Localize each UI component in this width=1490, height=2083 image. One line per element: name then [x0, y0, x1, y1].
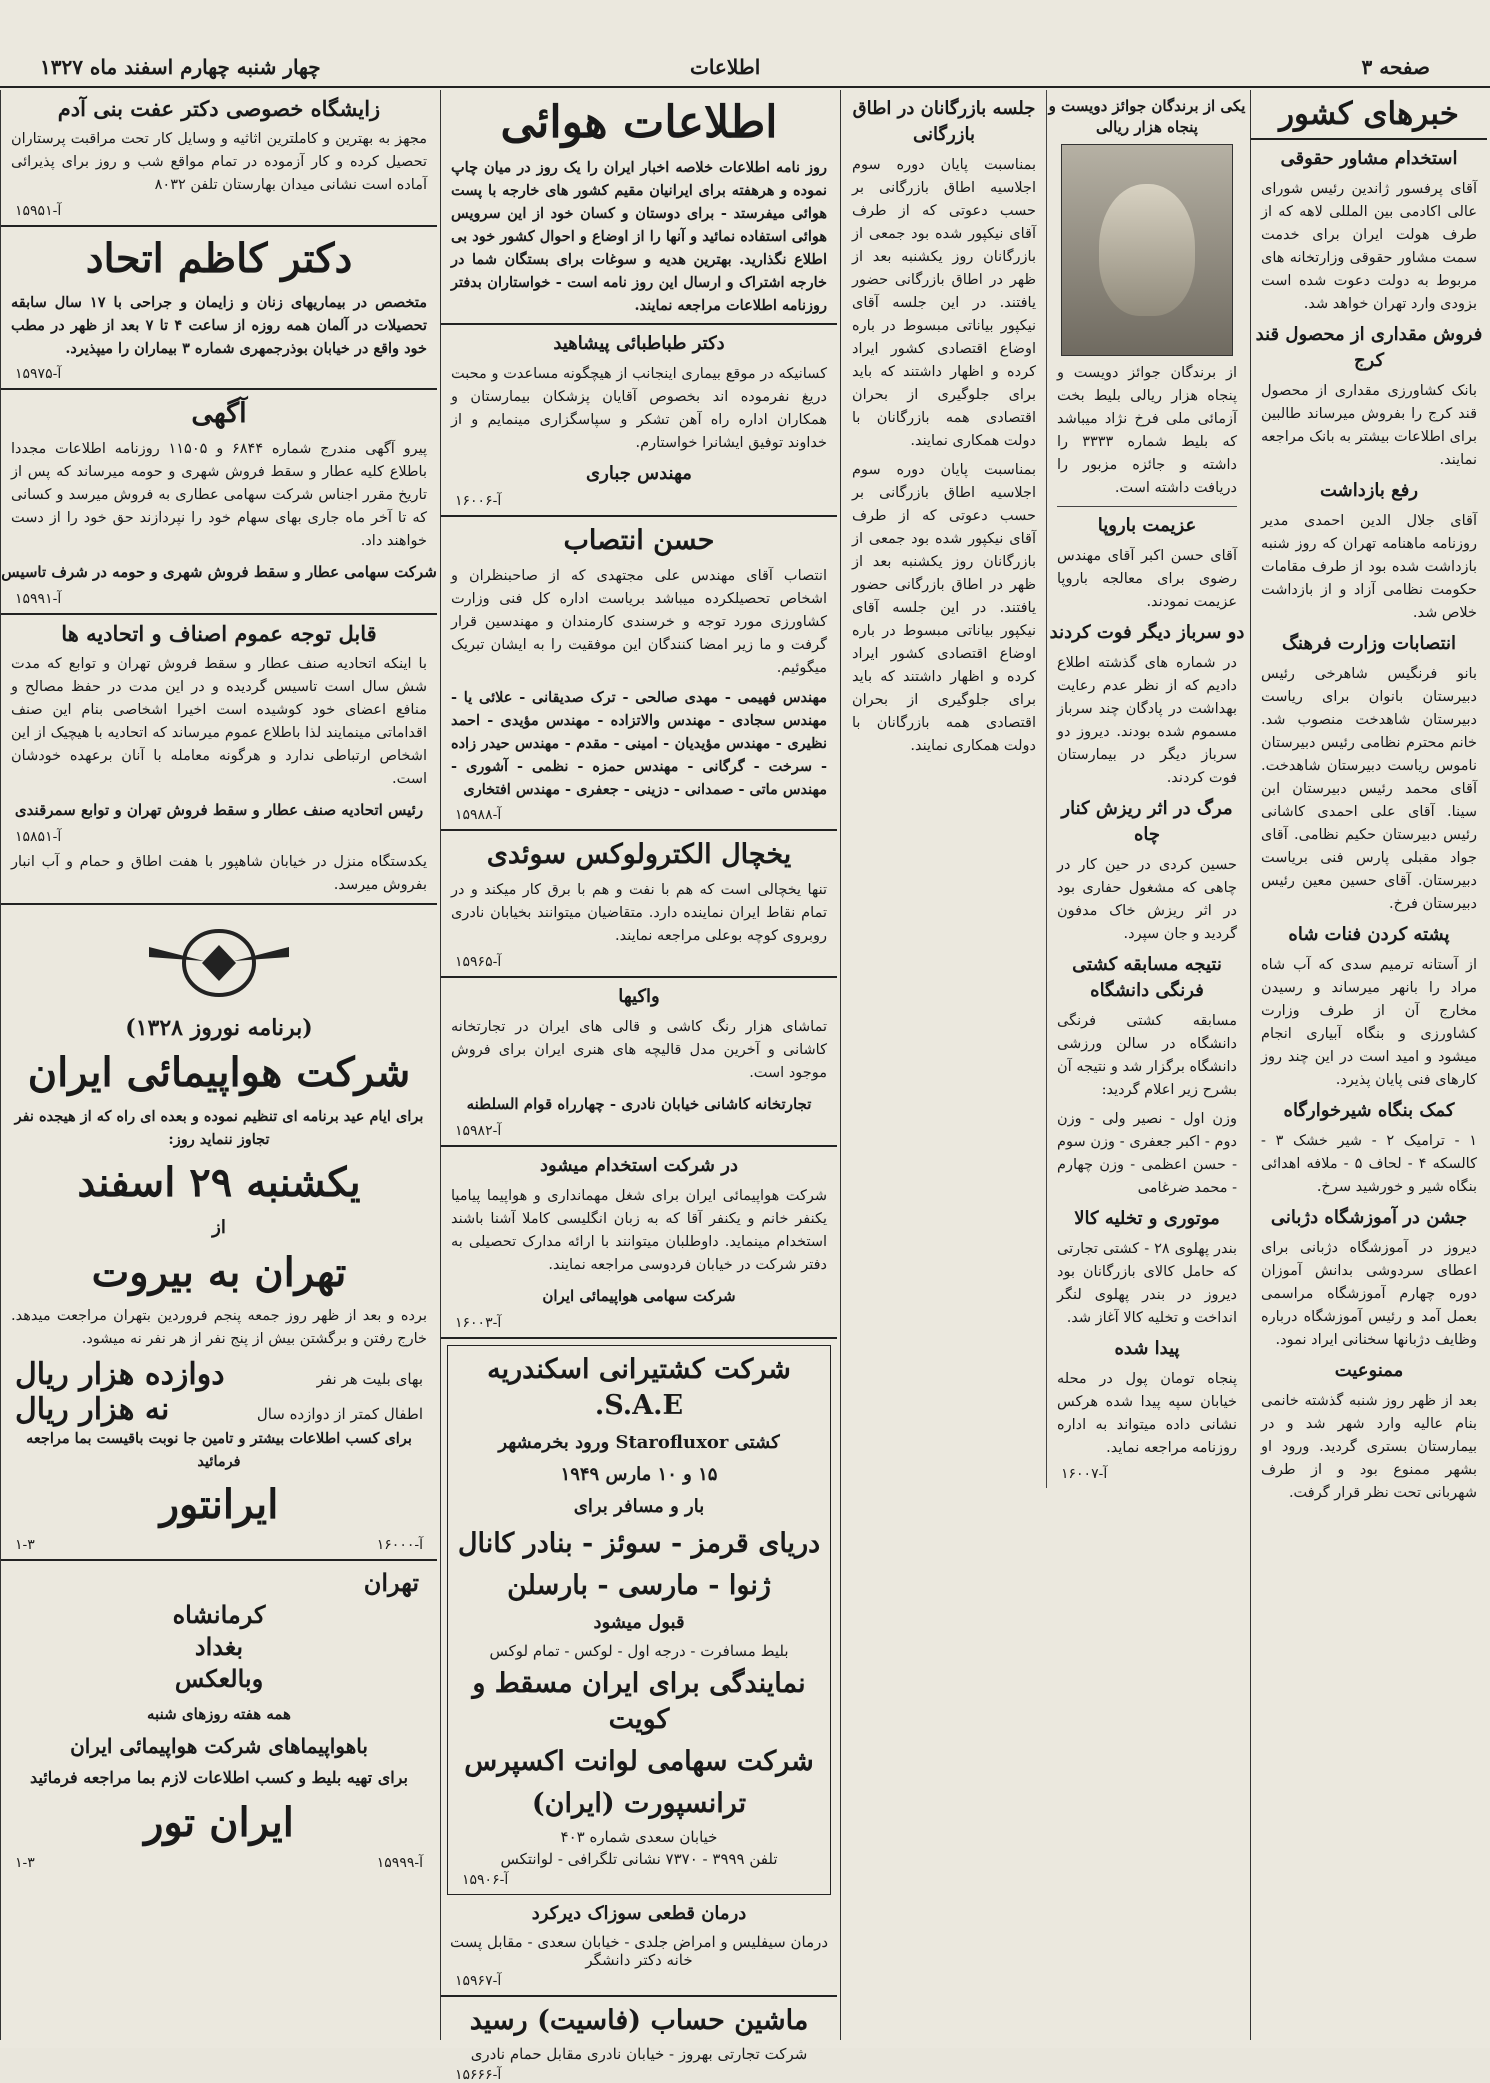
photo-block	[1047, 90, 1247, 1488]
carpet-address: تجارتخانه کاشانی خیابان نادری - چهارراه قوام السلطنه	[466, 1095, 812, 1113]
shipping-date: ۱۵ و ۱۰ مارس ۱۹۴۹	[560, 1464, 718, 1485]
news-heading: استخدام مشاور حقوقی	[1280, 148, 1458, 169]
appointment-title: حسن انتصاب	[563, 525, 715, 556]
airmail-text: روز نامه اطلاعات خلاصه اخبار ایران را یک روز در میان چاپ نموده و هرهفته برای ایرانیان مقیم کشور های خارجه با پست هوائی میفرستد - برای دوستان و کسان خود از این سرویس هوائی استفاده نمائید و آنها را از اوضاع و احوال کشور خود بی اطلاع نگذارید. بهترین هدیه و سوغات برای بستگان شما در خارجه اشتراک و ارسال این روز نامه است - خواستاران بدفتر روزنامه اطلاعات مراجعه نمایند.	[451, 159, 827, 314]
ad-code: آ-۱۵۹۷۵	[15, 366, 62, 382]
ad-code: آ-۱۶۰۰۰	[376, 1537, 423, 1553]
article-heading: پیدا شده	[1114, 1338, 1180, 1359]
news-text: از آستانه ترمیم سدی که آب شاه مراد را بانهر میرساند و رسیدن مخارج آن از طرف وزارت کشاورزی و بنگاه آبیاری انجام میشود و امید است در این چند روز کارهای فنی پایان پذیرد.	[1261, 957, 1477, 1088]
guild-signature: رئیس اتحادیه صنف عطار و سقط فروش تهران و توابع سمرقندی	[14, 801, 424, 819]
ad-code: آ-۱۶۰۰۷	[1061, 1466, 1108, 1482]
shipping-ad	[447, 1345, 831, 1895]
divider	[441, 515, 837, 517]
issue-date: چهار شنبه چهارم اسفند ماه ۱۳۲۷	[40, 55, 321, 79]
thanks-title: دکتر طباطبائی پیشاهید	[553, 333, 725, 354]
notice-title: آگهی	[191, 398, 247, 429]
shipping-company: شرکت سهامی لوانت اکسپرس	[464, 1746, 814, 1777]
page-number: صفحه ۳	[1361, 55, 1430, 79]
ad-code: آ-۱۵۹۵۱	[15, 203, 62, 219]
clinic-title: درمان قطعی سوزاک دیرکرد	[531, 1903, 747, 1924]
calculator-title: ماشین حساب (فاسیت) رسید	[469, 2005, 809, 2036]
thanks-signature: مهندس جباری	[586, 463, 692, 484]
ad-code: آ-۱۵۹۹۹	[376, 1855, 423, 1871]
divider	[441, 976, 837, 978]
flight-day: یکشنبه ۲۹ اسفند	[77, 1159, 361, 1206]
ads-column	[0, 90, 437, 2040]
ad-code: آ-۱۵۹۹۱	[15, 591, 62, 607]
job-signature: شرکت سهامی هواپیمائی ایران	[542, 1287, 736, 1305]
shipping-accept: قبول میشود	[593, 1612, 685, 1633]
business-column	[840, 90, 1247, 2040]
appointment-text: انتصاب آقای مهندس علی مجتهدی که از صاحبنظران و اشخاص تحصیلکرده میباشد بریاست اداره کل فنی وزارت کشاورزی مورد توجه و خرسندی کارمندان و مهندسین قرار گرفت و ما زیر امضا کنندگان این موفقیت را به ایشان تبریک میگوئیم.	[451, 568, 827, 676]
shipping-cargo: بار و مسافر برای	[573, 1496, 705, 1517]
airmail-column	[440, 90, 837, 2083]
divider	[1, 225, 437, 227]
divider	[1057, 506, 1237, 507]
clinic-text: درمان سیفلیس و امراض جلدی - خیابان سعدی - مقابل پست خانه دکتر دانشگر	[449, 1933, 829, 1969]
ad-code-row	[15, 1537, 423, 1553]
article-heading: مرگ در اثر ریزش کنار چاه	[1061, 798, 1233, 845]
divider	[441, 323, 837, 325]
article-text: حسین کردی در حین کار در چاهی که مشغول حفاری بود در اثر ریزش خاک مدفون گردید و جان سپرد.	[1057, 857, 1237, 942]
notice-signature: شرکت سهامی عطار و سقط فروش شهری و حومه در شرف تاسیس	[1, 563, 437, 581]
news-text: بانک کشاورزی مقداری از محصول قند کرج را بفروش میرساند طالبین برای اطلاعات بیشتر به بانک مراجعه نمایند.	[1261, 383, 1477, 468]
article-heading: دو سرباز دیگر فوت کردند	[1049, 622, 1245, 643]
divider	[441, 829, 837, 831]
ad-code: آ-۱۵۹۸۲	[455, 1123, 502, 1139]
article-text: آقای حسن اکبر آقای مهندس رضوی برای معالجه باروپا عزیمت نمودند.	[1057, 548, 1237, 610]
news-text: آقای جلال الدین احمدی مدیر روزنامه ماهنامه تهران که روز شنبه بازداشت شده بود از طرف مقامات حکومت نظامی آزاد و از بازداشت خلاص شد.	[1261, 513, 1477, 621]
fridge-text: تنها یخچالی است که هم با نفت و هم با برق کار میکند و در تمام نقاط ایران نماینده دارد. متقاضیان میتوانند بخیابان نادری روبروی کوچه بوعلی مراجعه نمایند.	[451, 882, 827, 944]
article-text: بمناسبت پایان دوره سوم اجلاسیه اطاق بازرگانی بر حسب دعوتی که از طرف آقای نیکپور شده بود جمعی از بازرگانان روز یکشنبه بعد از ظهر در اطاق بازرگانی حضور یافتند. در این جلسه آقای نیکپور بیاناتی مبسوط در باره اوضاع اقتصادی کشور ایراد کرده و اظهار داشتند که باید برای جلوگیری از بحران اقتصادی همه بازرگانان با دولت همکاری نمایند.	[852, 157, 1036, 449]
paper-name: اطلاعات	[690, 55, 761, 79]
news-title: خبرهای کشور	[1279, 96, 1459, 132]
appointment-names: مهندس فهیمی - مهدی صالحی - ترک صدیقانی - علائی یا - مهندس سجادی - مهندس والاتزاده - مهندس مؤیدی - احمد نظیری - مهندس مؤیدیان - امینی - مقدم - مهندس حیدر زاده - سرخت - گرگانی - مهندس حمزه - نظمی - آشوری - مهندس ماتی - صمدانی - دزینی - جعفری - مهندس افتخاری	[451, 689, 827, 798]
divider	[1251, 138, 1487, 140]
shipping-agent: نمایندگی برای ایران مسقط و کویت	[472, 1668, 806, 1735]
news-heading: پشته کردن فنات شاه	[1288, 924, 1450, 945]
destination-city: بغداد	[194, 1632, 244, 1661]
airline-title: شرکت هواپیمائی ایران	[27, 1049, 411, 1096]
news-text: آقای پرفسور ژاندین رئیس شورای عالی اکادمی بین المللی لاهه که از طرف هولت ایران برای خدمت سمت مشاور حقوقی وزارتخانه های مربوط به دولت دعوت شده است بزودی وارد تهران خواهد شد.	[1261, 181, 1477, 312]
doctor-title: دکتر کاظم اتحاد	[85, 235, 353, 282]
notice-text: پیرو آگهی مندرج شماره ۶۸۴۴ و ۱۱۵۰۵ روزنامه اطلاعات مجددا باطلاع کلیه عطار و سقط فروش شهری و حومه میرساند که پس از تاریخ مقرر اجناس شرکت سهامی عطاری به فروش میرسد و کسانی که تا آخر ماه جاری بهای سهام خود را نپردازند حق خود را از دست خواهند داد.	[11, 441, 427, 549]
schedule-text: همه هفته روزهای شنبه	[147, 1705, 291, 1723]
guild-text: با اینکه اتحادیه صنف عطار و سقط فروش تهران و توابع که مدت شش سال است تاسیس گردیده و در این مدت در حفظ مصالح و منافع اعضای خود کوشیده است اخیرا اشخاصی بنام این صنف اقداماتی مینمایند لذا باطلاع عموم میرساند که اتحادیه با هیچیک از این اشخاص ارتباطی ندارد و هرگونه معامله با آنان برعهده خودشان است.	[11, 656, 427, 787]
news-heading: انتصابات وزارت فرهنگ	[1281, 633, 1457, 654]
airline-wings-logo	[144, 917, 294, 1003]
ad-code: آ-۱۵۸۵۱	[15, 829, 62, 845]
divider	[1, 903, 437, 905]
news-heading: ممنوعیت	[1334, 1360, 1404, 1381]
shipping-classes: بلیط مسافرت - درجه اول - لوکس - تمام لوکس	[489, 1642, 789, 1660]
article-text: مسابقه کشتی فرنگی دانشگاه در سالن ورزشی دانشگاه برگزار شد و نتیجه آن بشرح زیر اعلام گردید:	[1057, 1013, 1237, 1098]
ticket-price-row	[15, 1357, 423, 1392]
news-text: بانو فرنگیس شاهرخی رئیس دبیرستان بانوان برای ریاست دبیرستان شاهدخت منصوب شد. خانم محترم نظامی رئیس دبیرستان ناموس ریاست دبیرستان شاهدخت. آقای محمد رئیس دبیرستان ابن سینا. آقای علی احمدی کاشانی رئیس دبیرستان حکیم نظامی. آقای جواد مقبلی پارس فنی بریاست دبیرستان. آقای حسین معین رئیس دبیرستان فرخ.	[1261, 666, 1477, 912]
ticket-price: دوازده هزار ریال	[15, 1357, 225, 1392]
ad-code: آ-۱۵۹۸۸	[455, 807, 502, 823]
calculator-text: شرکت تجارتی بهروز - خیابان نادری مقابل حمام نادری	[470, 2045, 808, 2063]
ad-code: آ-۱۶۰۰۳	[455, 1315, 502, 1331]
portrait-photo	[1061, 144, 1233, 356]
article-heading: عزیمت باروپا	[1097, 515, 1197, 536]
job-text: شرکت هواپیمائی ایران برای شغل مهمانداری و هواپیما پیامیا یکنفر خانم و یکنفر آقا که به زبان انگلیسی کاملا آشنا باشند استخدام مینماید. داوطلبان میتوانند با ارائه مدارک تحصیلی به دفتر شرکت در خیابان فردوسی مراجعه نمایند.	[451, 1188, 827, 1273]
divider	[1, 388, 437, 390]
divider	[441, 1337, 837, 1339]
news-column	[1250, 90, 1487, 2040]
fridge-title: یخچال الکترولوکس سوئدی	[486, 839, 792, 870]
divider	[441, 1995, 837, 1997]
airline-text: برده و بعد از ظهر روز جمعه پنجم فروردین بتهران مراجعت میدهد. خارج رفتن و برگشتن بیش از پنج نفر از هر نفر نه میشود.	[11, 1308, 427, 1347]
photo-caption: یکی از برندگان جوائز دویست و پنجاه هزار ریالی	[1048, 97, 1246, 136]
news-text: بعد از ظهر روز شنبه گذشته خانمی بنام عالیه وارد شهر شد و در بیمارستان بستری گردید. ورود او بشهر ممنوع بود و از طرف شهربانی تحت نظر قرار گرفت.	[1261, 1393, 1477, 1501]
ad-code: آ-۱۵۶۶۶	[455, 2067, 502, 2083]
news-heading: کمک بنگاه شیرخوارگاه	[1283, 1100, 1455, 1121]
schedule-company: باهواپیماهای شرکت هواپیمائی ایران	[70, 1734, 368, 1758]
article-heading: جلسه بازرگانان در اطاق بازرگانی	[852, 98, 1036, 145]
divider	[1, 1559, 437, 1561]
photo-text: از برندگان جوائز دویست و پنجاه هزار ریالی بلیط بخت آزمائی ملی فرخ نژاد میباشد که بلیط شماره ۳۳۳۳ را داشته و جائزه مزبور را دریافت داشته است.	[1057, 365, 1238, 496]
article-heading: موتوری و تخلیه کالا	[1074, 1208, 1220, 1229]
divider	[1, 613, 437, 615]
news-text: ۱ - ترامیک ۲ - شیر خشک ۳ - کالسکه ۴ - لحاف ۵ - ملافه اهدائی بنگاه شیر و خورشید سرخ.	[1261, 1133, 1477, 1195]
shipping-phone: تلفن ۳۹۹۹ - ۷۳۷۰ نشانی تلگرافی - لوانتکس	[500, 1850, 778, 1868]
article-heading: نتیجه مسابقه کشتی فرنگی دانشگاه	[1072, 954, 1222, 1001]
ad-code: آ-۱۵۹۰۶	[462, 1872, 509, 1888]
news-text: دیروز در آموزشگاه دژبانی برای اعطای سردوشی بدانش آموزان دوره چهارم آموزشگاه مراسمی بعمل آمد و رئیس آموزشگاه درباره وظایف دژبانها سخنانی ایراد نمود.	[1261, 1240, 1477, 1348]
ad-code: آ-۱۵۹۶۷	[455, 1973, 502, 1989]
job-title: در شرکت استخدام میشود	[540, 1155, 738, 1176]
carpet-title: واکیها	[618, 986, 660, 1007]
child-price-row	[15, 1392, 423, 1427]
flight-route: تهران به بیروت	[91, 1249, 347, 1296]
agent-name: ایرانتور	[159, 1481, 279, 1528]
schedule-info: برای تهیه بلیط و کسب اطلاعات لازم بما مراجعه فرمائید	[30, 1768, 408, 1787]
news-heading: جشن در آموزشگاه دژبانی	[1270, 1207, 1468, 1228]
shipping-vessel: کشتی Starofluxor ورود بخرمشهر	[498, 1432, 780, 1453]
destination-city: وبالعکس	[174, 1664, 264, 1693]
airline-intro: برای ایام عید برنامه ای تنظیم نموده و بعده ای راه که از هیجده نفر تجاوز ننماید روز:	[14, 1108, 424, 1148]
destination-city: تهران	[363, 1568, 419, 1597]
guild-title: قابل توجه عموم اصناف و اتحادیه ها	[61, 621, 377, 646]
shipping-route: ژنوا - مارسی - بارسلن	[507, 1570, 771, 1601]
masthead-bar	[0, 0, 1490, 88]
airline-info: برای کسب اطلاعات بیشتر و تامین جا نوبت باقیست بما مراجعه فرمائید	[26, 1430, 412, 1470]
article-text: در شماره های گذشته اطلاع دادیم که از نظر عدم رعایت بهداشت در پادگان چند سرباز مسموم شده بودند. دیروز دو سرباز دیگر در بیمارستان فوت کردند.	[1057, 655, 1237, 786]
news-heading: فروش مقداری از محصول قند کرج	[1255, 324, 1483, 371]
child-price: نه هزار ریال	[15, 1392, 170, 1427]
portrait-figure	[1099, 184, 1195, 316]
ad-code-row	[15, 1855, 423, 1871]
agent-name: ایران تور	[144, 1799, 294, 1846]
program-label: (برنامه نوروز ۱۳۲۸)	[125, 1015, 313, 1041]
from-label: از	[212, 1217, 226, 1238]
ticket-price-label: بهای بلیت هر نفر	[316, 1370, 423, 1388]
ad-code: آ-۱۵۹۶۵	[455, 954, 502, 970]
child-price-label: اطفال کمتر از دوازده سال	[256, 1405, 423, 1423]
clinic-text: مجهز به بهترین و کاملترین اثاثیه و وسایل کار تحت مراقبت پرستاران تحصیل کرده و کار آزموده در تمام مواقع شب و روز برای پذیرائی آماده است نشانی میدان بهارستان تلفن ۸۰۳۲	[11, 131, 427, 193]
clinic-title: زایشگاه خصوصی دکتر عفت بنی آدم	[57, 96, 381, 121]
article-text: بندر پهلوی ۲۸ - کشتی تجارتی که حامل کالای بازرگانان بود دیروز در بندر پهلوی لنگر انداخت و تخلیه کالا آغاز شد.	[1057, 1241, 1237, 1326]
doctor-text: متخصص در بیماریهای زنان و زایمان و جراحی با ۱۷ سال سابقه تحصیلات در آلمان همه روزه از ساعت ۴ تا ۷ بعد از ظهر در مطب خود واقع در خیابان بوذرجمهری شماره ۳ بیماران را میپذیرد.	[11, 294, 427, 357]
ad-code: آ-۱۶۰۰۶	[455, 493, 502, 509]
article-text: بمناسبت پایان دوره سوم اجلاسیه اطاق بازرگانی بر حسب دعوتی که از طرف آقای نیکپور شده بود جمعی از بازرگانان روز یکشنبه بعد از ظهر در اطاق بازرگانی حضور یافتند. در این جلسه آقای نیکپور بیاناتی مبسوط در باره اوضاع اقتصادی کشور ایراد کرده و اظهار داشتند که باید برای جلوگیری از بحران اقتصادی همه بازرگانان با دولت همکاری نمایند.	[852, 462, 1036, 754]
shipping-address: خیابان سعدی شماره ۴۰۳	[560, 1828, 718, 1846]
article-list: وزن اول - نصیر ولی - وزن دوم - اکبر جعفری - وزن سوم - حسن اعظمی - وزن چهارم - محمد ضرغامی	[1057, 1111, 1237, 1196]
divider	[441, 1145, 837, 1147]
ad-code: ۱-۳	[15, 1537, 35, 1553]
small-ad-text: یکدستگاه منزل در خیابان شاهپور با هفت اطاق و حمام و آب انبار بفروش میرسد.	[11, 854, 427, 893]
shipping-route: دریای قرمز - سوئز - بنادر کانال	[457, 1528, 821, 1559]
shipping-title: شرکت کشتیرانی اسکندریه S.A.E.	[487, 1354, 791, 1421]
destination-city: کرمانشاه	[172, 1600, 266, 1629]
carpet-text: تماشای هزار رنگ کاشی و قالی های ایران در تجارتخانه کاشانی و آخرین مدل قالیچه های هنری ایران برای فروش موجود است.	[451, 1019, 827, 1081]
chamber-article	[842, 90, 1047, 1488]
destination-list	[19, 1567, 419, 1695]
article-text: پنجاه تومان پول در محله خیابان سپه پیدا شده هرکس نشانی داده میتواند به اداره روزنامه مراجعه نماید.	[1057, 1371, 1237, 1456]
shipping-transport: ترانسپورت (ایران)	[531, 1788, 747, 1819]
ad-code: ۱-۳	[15, 1855, 35, 1871]
thanks-text: کسانیکه در موقع بیماری اینجانب از هیچگونه مساعدت و محبت دریغ نفرموده اند بخصوص آقایان پزشکان بیمارستان و همکاران اداره راه آهن تشکر و سپاسگزاری مینمایم و از خداوند توفیق ایشانرا خواستارم.	[451, 366, 827, 451]
airmail-title: اطلاعات هوائی	[500, 97, 778, 148]
news-heading: رفع بازداشت	[1319, 480, 1419, 501]
